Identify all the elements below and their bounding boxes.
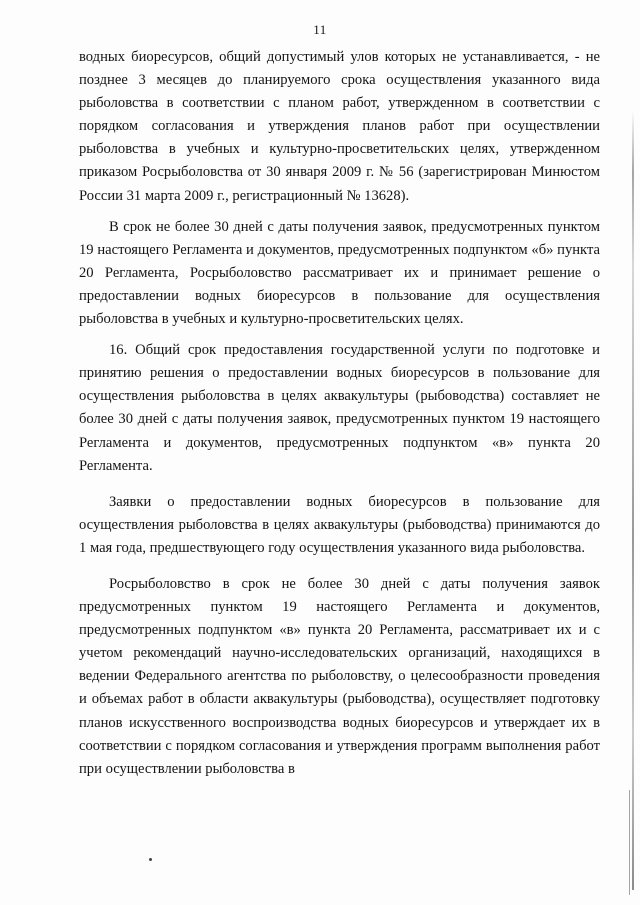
paragraph-review-deadline: В срок не более 30 дней с даты получения заявок, предусмотренных пунктом 19 настоящего Регламента и документов, предусмотренных подпунктом «б» пункта 20 Регламента, Росрыболовство рассматривает их и принимает решение о предоставлении водных биоресурсов в пользование для осуществления рыболовства в учебных и культурно-просветительских целях. [79, 218, 600, 328]
paragraph-rosrybolovstvo-review: Росрыболовство в срок не более 30 дней с даты получения заявок предусмотренных пунктом 19 настоящего Регламента и документов, предусмотренных подпунктом «в» пункта 20 Регламента, рассматривает их и с учетом рекомендаций научно-исследовательских организаций, находящихся в ведении Федерального агентства по рыболовству, о целесообразности проведения и объемах работ в области аквакультуры (рыбоводства), осуществляет подготовку планов искусственного воспроизводства водных биоресурсов и утверждает их в соответствии с порядком согласования и утверждения программ выполнения работ при осуществлении рыболовства в [79, 575, 600, 777]
scan-edge-mark [632, 110, 634, 890]
paragraph-item-16: 16. Общий срок предоставления государственной услуги по подготовке и принятию решения о предоставлении водных биоресурсов в пользование для осуществления рыболовства в целях аквакультуры (рыбоводства) составляет не более 30 дней с даты получения заявок, предусмотренных пунктом 19 настоящего Регламента и документов, предусмотренных подпунктом «в» пункта 20 Регламента. [79, 342, 600, 474]
paragraph-continuation: водных биоресурсов, общий допустимый улов которых не устанавливается, - не позднее 3 месяцев до планируемого срока осуществления указанного вида рыболовства в соответствии с планом работ, утвержденном в соответствии с порядком согласования и утверждения планов работ при осуществлении рыболовства в учебных и культурно-просветительских целях, утвержденном приказом Росрыболовства от 30 января 2009 г. № 56 (зарегистрирован Минюстом России 31 марта 2009 г., регистрационный № 13628). [79, 49, 600, 204]
scan-edge-mark-lower [629, 790, 630, 895]
page-number: 11 [313, 22, 327, 37]
document-body [79, 46, 600, 781]
paragraph-applications-deadline: Заявки о предоставлении водных биоресурсов в пользование для осуществления рыболовства в целях аквакультуры (рыбоводства) принимаются до 1 мая года, предшествующего году осуществления указанного вида рыболовства. [79, 493, 600, 556]
scan-dot [149, 858, 152, 861]
